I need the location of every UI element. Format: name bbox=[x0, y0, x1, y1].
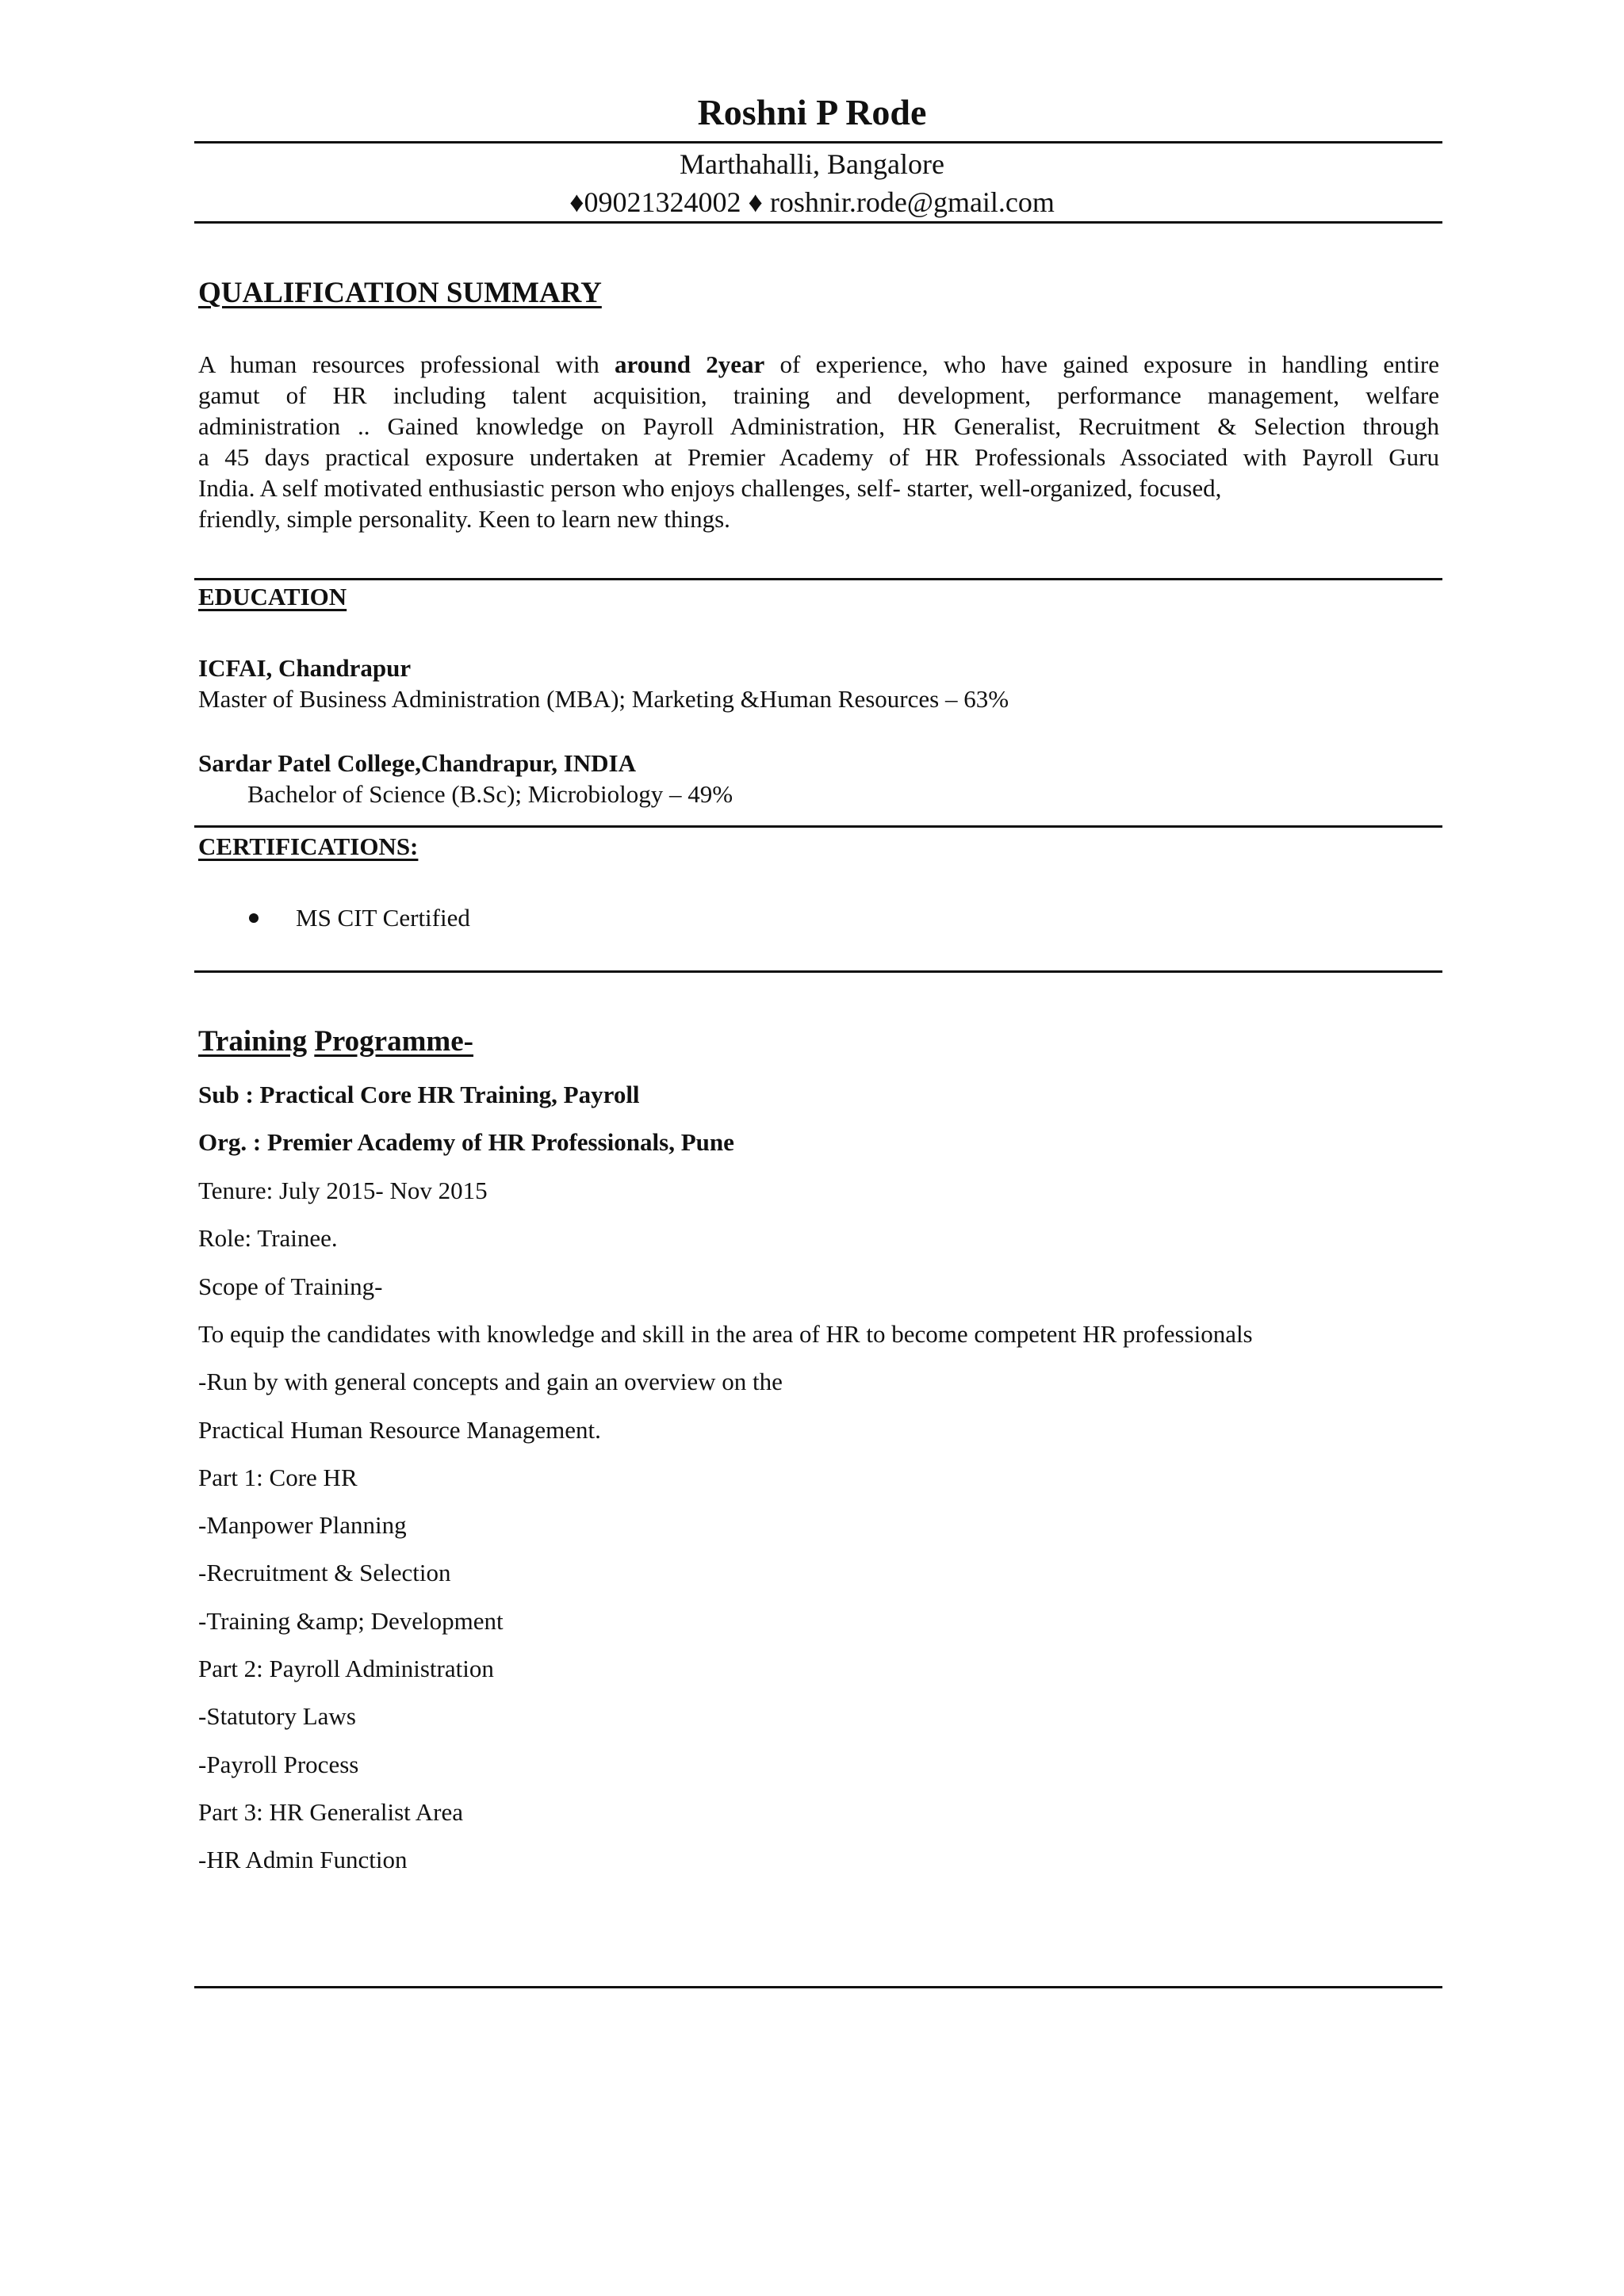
summary-line: a 45 days practical exposure undertaken at Premier Academy of HR Professionals Associated with Payroll Guru bbox=[198, 443, 1439, 471]
training-line: -Statutory Laws bbox=[198, 1702, 356, 1730]
section-divider bbox=[194, 970, 1442, 973]
training-line: Tenure: July 2015- Nov 2015 bbox=[198, 1177, 488, 1204]
training-line: Part 1: Core HR bbox=[198, 1464, 358, 1491]
summary-line: India. A self motivated enthusiastic person who enjoys challenges, self- starter, well-organized, focused, bbox=[198, 474, 1222, 502]
summary-line: administration .. Gained knowledge on Payroll Administration, HR Generalist, Recruitment & Selection through bbox=[198, 412, 1439, 440]
training-line: -Manpower Planning bbox=[198, 1511, 407, 1539]
education-degree: Master of Business Administration (MBA); Marketing &Human Resources – 63% bbox=[198, 685, 1009, 713]
training-line: -Payroll Process bbox=[198, 1751, 359, 1778]
qualification-summary-text bbox=[198, 349, 1439, 534]
certifications-heading: CERTIFICATIONS: bbox=[198, 832, 419, 860]
email-address: roshnir.rode@gmail.com bbox=[769, 186, 1055, 218]
contact-line bbox=[0, 185, 1624, 220]
education-institution: ICFAI, Chandrapur bbox=[198, 654, 412, 682]
candidate-location: Marthahalli, Bangalore bbox=[680, 148, 944, 180]
training-subject: Sub : Practical Core HR Training, Payroll bbox=[198, 1081, 640, 1108]
education-degree: Bachelor of Science (B.Sc); Microbiology – 49% bbox=[247, 780, 733, 808]
training-line: -Training &amp; Development bbox=[198, 1607, 504, 1635]
summary-line: gamut of HR including talent acquisition, training and development, performance management, welfare bbox=[198, 381, 1439, 409]
training-line: Practical Human Resource Management. bbox=[198, 1416, 601, 1444]
diamond-icon: ♦ bbox=[748, 186, 763, 218]
phone-number: 09021324002 bbox=[584, 186, 741, 218]
training-heading: Training Programme- bbox=[198, 1025, 473, 1058]
education-institution: Sardar Patel College,Chandrapur, INDIA bbox=[198, 749, 637, 777]
training-line: -HR Admin Function bbox=[198, 1846, 408, 1873]
summary-line: A human resources professional with around 2year of experience, who have gained exposure in handling entire bbox=[198, 350, 1439, 378]
training-line: -Recruitment & Selection bbox=[198, 1559, 451, 1586]
page-bottom-divider bbox=[194, 1986, 1442, 1988]
training-line: -Run by with general concepts and gain an overview on the bbox=[198, 1368, 783, 1395]
bullet-icon bbox=[249, 913, 259, 923]
candidate-name: Roshni P Rode bbox=[697, 92, 927, 132]
qualification-summary-heading: QUALIFICATION SUMMARY bbox=[198, 277, 602, 309]
certification-item: MS CIT Certified bbox=[296, 904, 470, 932]
header-divider-top bbox=[194, 141, 1442, 144]
training-line: To equip the candidates with knowledge and skill in the area of HR to become competent HR professionals bbox=[198, 1320, 1253, 1348]
section-divider bbox=[194, 825, 1442, 828]
header-divider-bottom bbox=[194, 221, 1442, 224]
training-line: Scope of Training- bbox=[198, 1272, 383, 1300]
training-line: Part 2: Payroll Administration bbox=[198, 1655, 494, 1682]
education-heading: EDUCATION bbox=[198, 583, 347, 610]
diamond-icon: ♦ bbox=[569, 186, 584, 218]
training-line: Part 3: HR Generalist Area bbox=[198, 1798, 464, 1826]
section-divider bbox=[194, 578, 1442, 580]
summary-line: friendly, simple personality. Keen to learn new things. bbox=[198, 505, 730, 533]
training-line: Role: Trainee. bbox=[198, 1224, 338, 1252]
training-organization: Org. : Premier Academy of HR Professionals, Pune bbox=[198, 1128, 734, 1156]
